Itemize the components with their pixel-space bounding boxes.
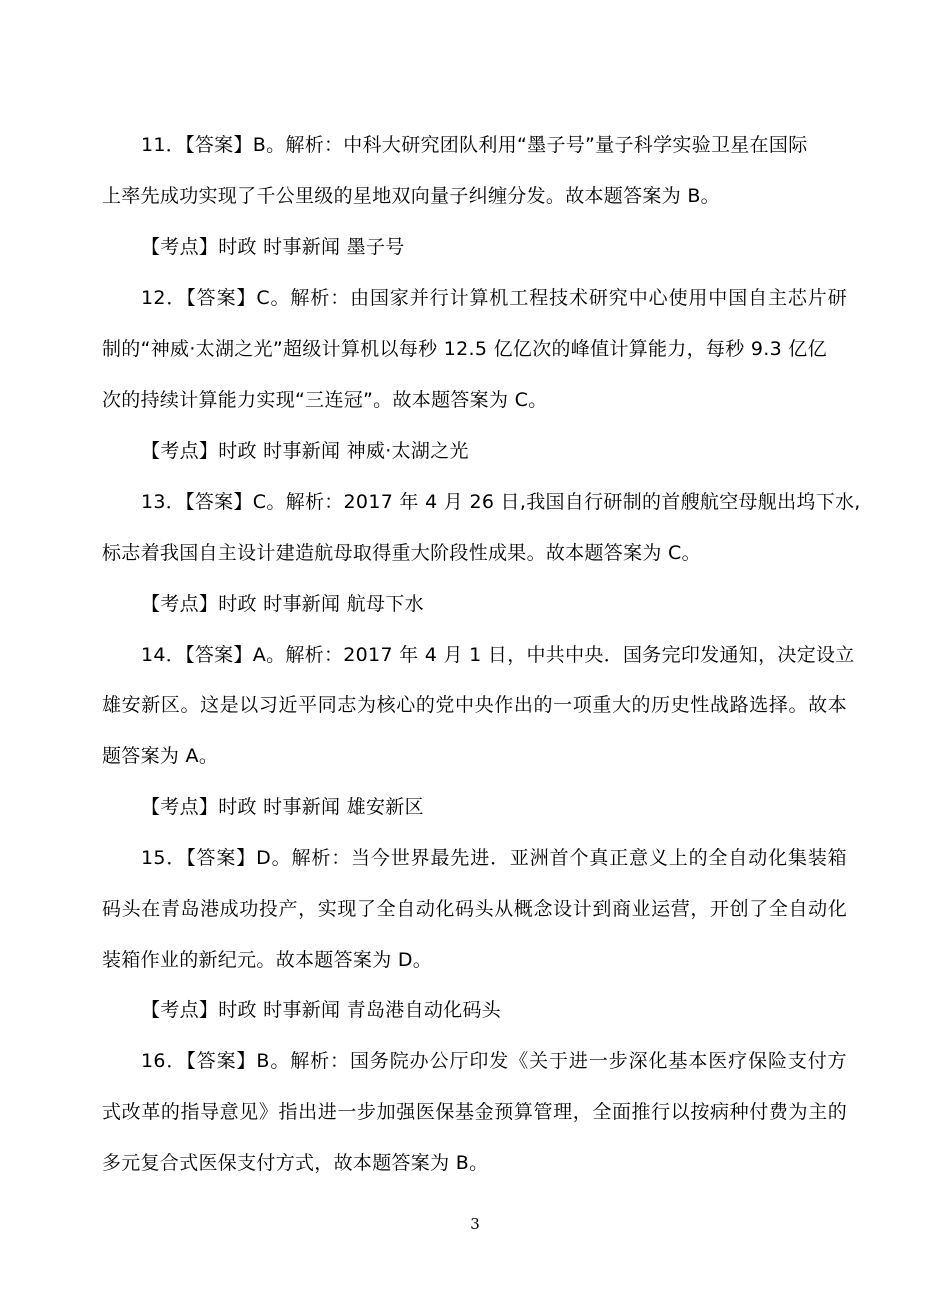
answer-13-line-1: 13．【答案】C。解析：2017 年 4 月 26 日,我国自行研制的首艘航空母舰出坞下水,: [141, 491, 861, 513]
answer-11-line-1: 11．【答案】B。解析：中科大研究团队利用“墨子号”量子科学实验卫星在国际: [141, 134, 808, 156]
keypoint-13: 【考点】时政 时事新闻 航母下水: [141, 593, 424, 615]
answer-12-line-1: 12．【答案】C。解析：由国家并行计算机工程技术研究中心使用中国自主芯片研: [141, 287, 847, 309]
keypoint-15: 【考点】时政 时事新闻 青岛港自动化码头: [141, 999, 502, 1021]
answer-12-line-3: 次的持续计算能力实现“三连冠”。故本题答案为 C。: [102, 389, 548, 411]
answer-14-line-2: 雄安新区。这是以习近平同志为核心的党中央作出的一项重大的历史性战路选择。故本: [102, 694, 847, 716]
answer-16-line-2: 式改革的指导意见》指出进一步加强医保基金预算管理，全面推行以按病种付费为主的: [102, 1101, 847, 1123]
answer-13-line-2: 标志着我国自主设计建造航母取得重大阶段性成果。故本题答案为 C。: [102, 542, 701, 564]
answer-12-line-2: 制的“神威·太湖之光”超级计算机以每秒 12.5 亿亿次的峰值计算能力，每秒 9.3 亿亿: [102, 338, 827, 360]
answer-15-line-2: 码头在青岛港成功投产，实现了全自动化码头从概念设计到商业运营，开创了全自动化: [102, 898, 847, 920]
answer-15-line-1: 15．【答案】D。解析：当今世界最先进．亚洲首个真正意义上的全自动化集装箱: [141, 847, 847, 869]
answer-15-line-3: 装箱作业的新纪元。故本题答案为 D。: [102, 949, 433, 971]
keypoint-11: 【考点】时政 时事新闻 墨子号: [141, 236, 405, 258]
keypoint-14: 【考点】时政 时事新闻 雄安新区: [141, 796, 424, 818]
answer-16-line-1: 16．【答案】B。解析：国务院办公厅印发《关于进一步深化基本医疗保险支付方: [141, 1050, 847, 1072]
answer-14-line-1: 14．【答案】A。解析：2017 年 4 月 1 日，中共中央．国务完印发通知，决定设立: [141, 644, 855, 666]
answer-11-line-2: 上率先成功实现了千公里级的星地双向量子纠缠分发。故本题答案为 B。: [102, 185, 720, 207]
answer-14-line-3: 题答案为 A。: [102, 745, 219, 767]
keypoint-12: 【考点】时政 时事新闻 神威·太湖之光: [141, 440, 469, 462]
page-number: 3: [470, 1215, 480, 1233]
answer-16-line-3: 多元复合式医保支付方式，故本题答案为 B。: [102, 1152, 489, 1174]
